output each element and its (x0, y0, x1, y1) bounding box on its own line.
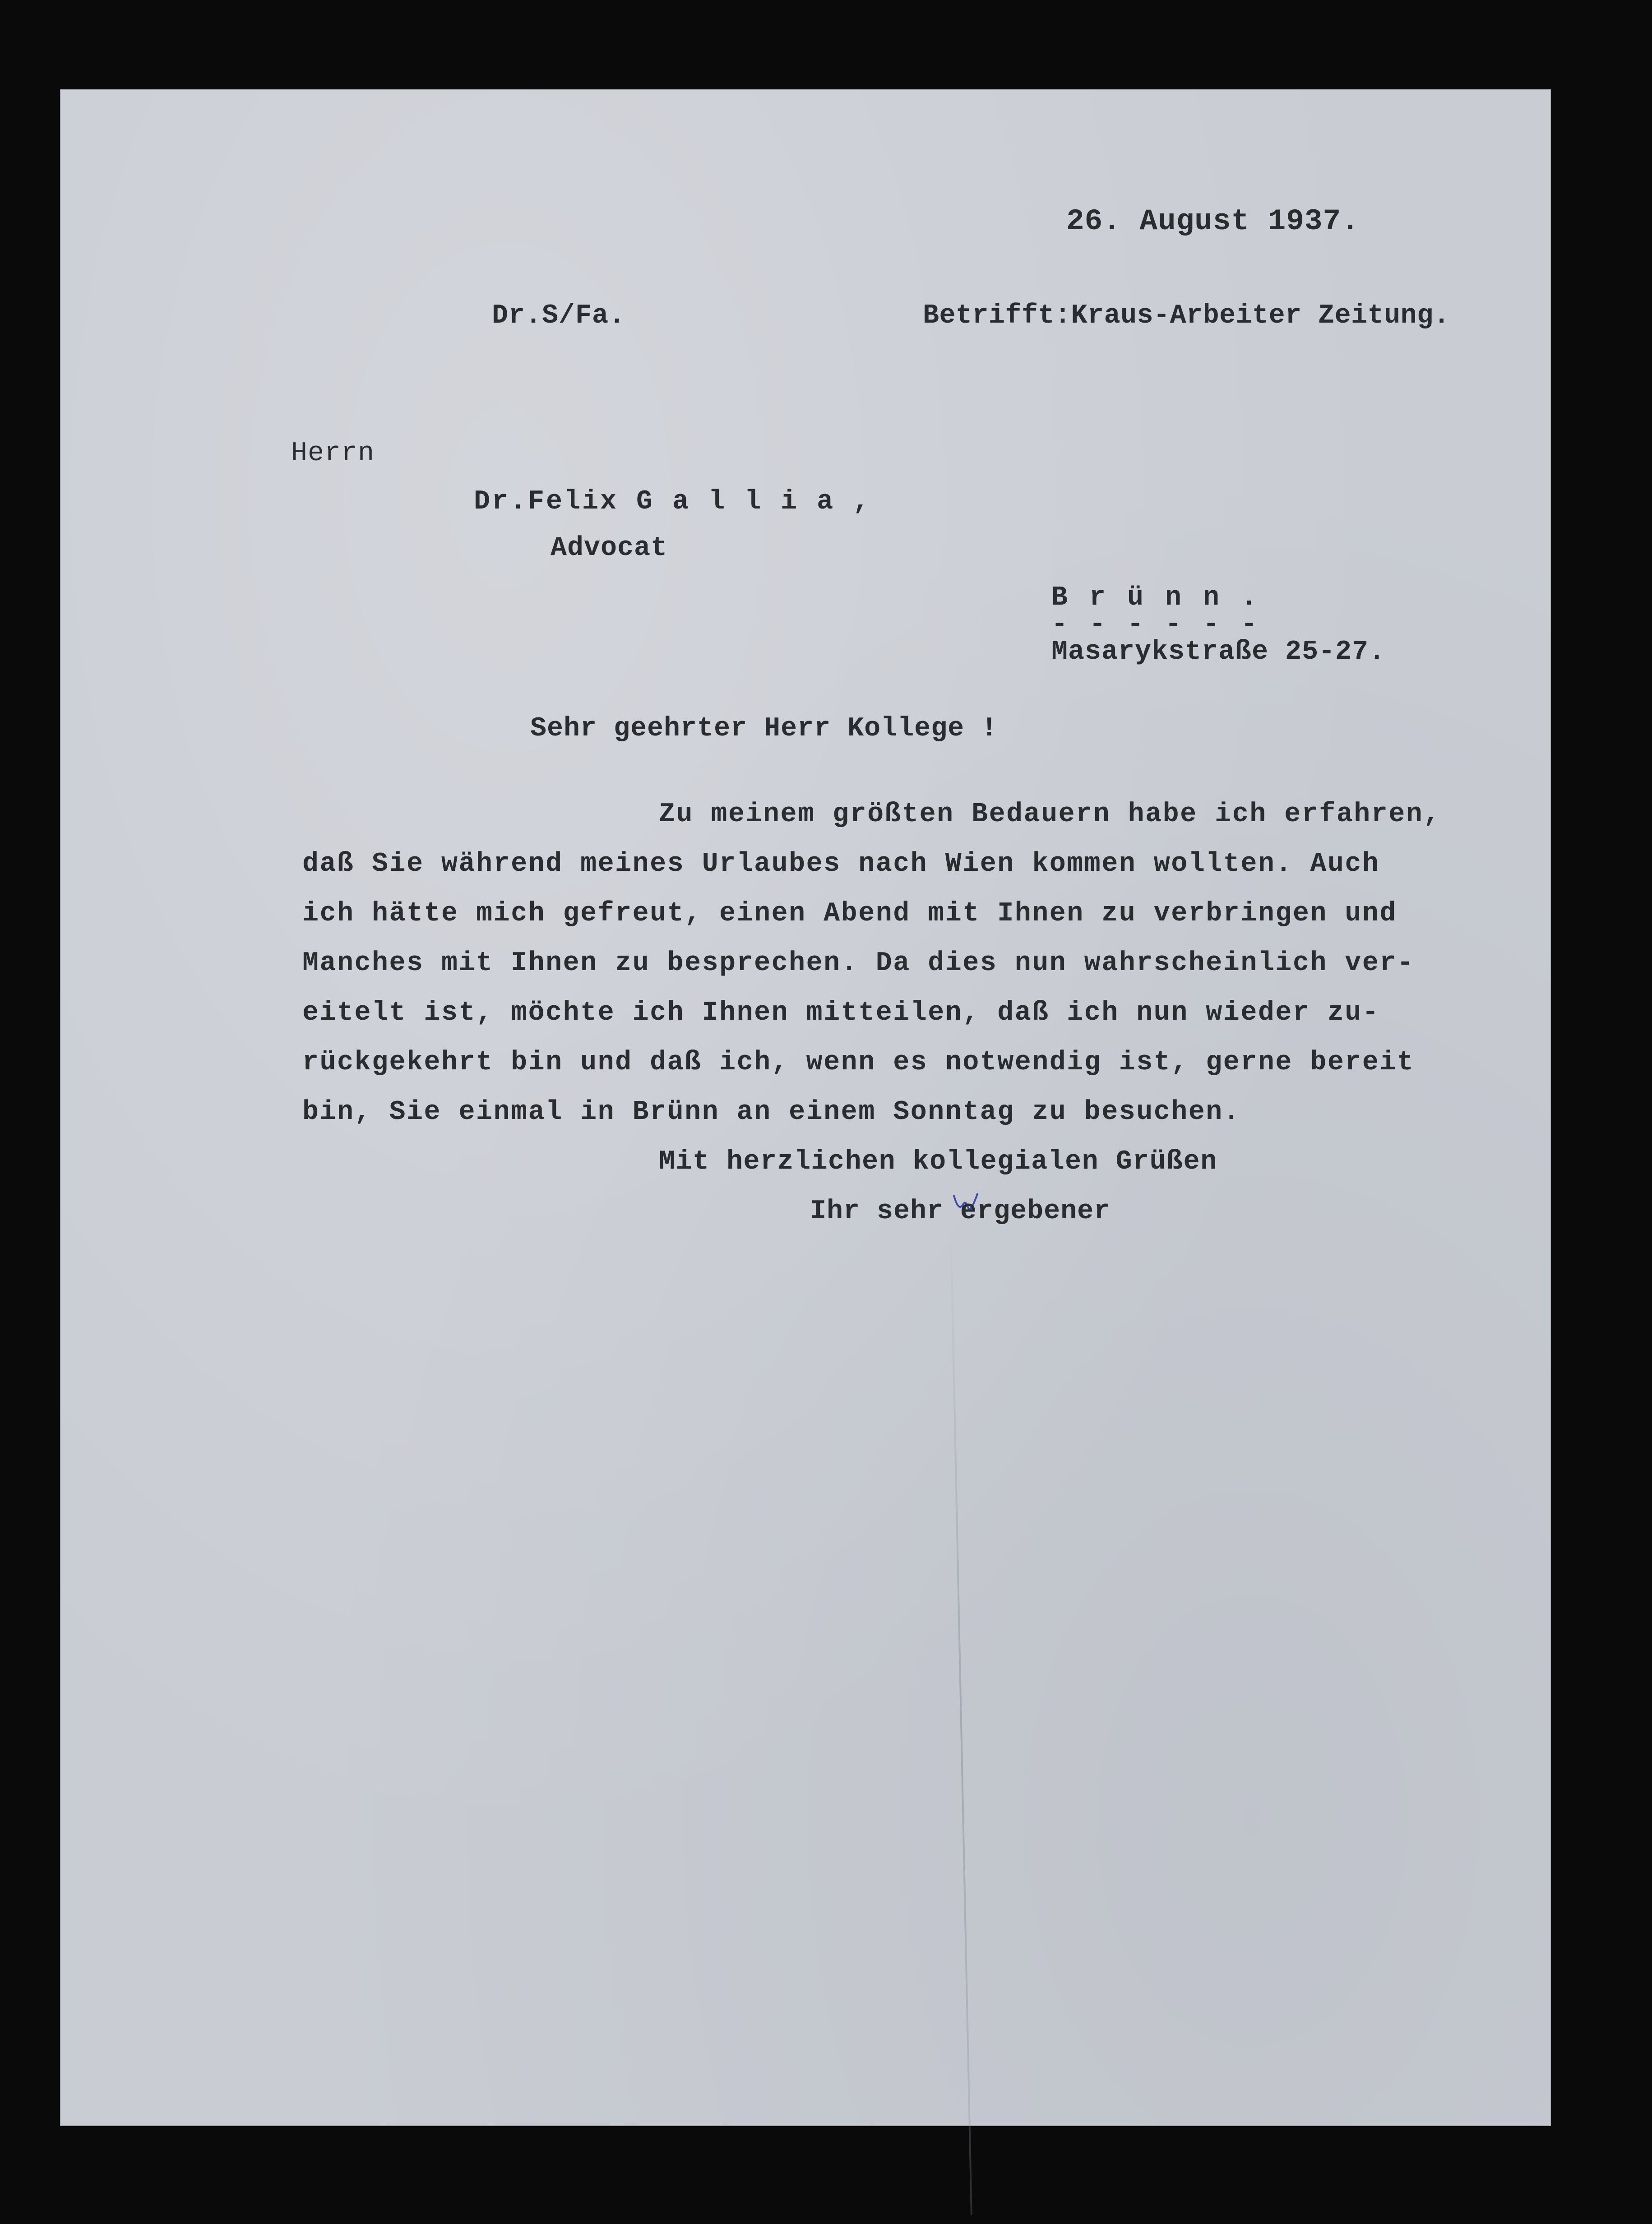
paper-fold-crease (950, 1227, 972, 2215)
body-line: daß Sie während meines Urlaubes nach Wien kommen wollten. Auch (302, 849, 1380, 879)
letter-date: 26. August 1937. (1066, 204, 1360, 238)
recipient-title: Advocat (551, 533, 668, 564)
subject-line: Betrifft:Kraus-Arbeiter Zeitung. (923, 301, 1450, 331)
body-line: bin, Sie einmal in Brünn an einem Sonntag zu besuchen. (302, 1097, 1241, 1128)
body-line: ich hätte mich gefreut, einen Abend mit Ihnen zu verbringen und (302, 898, 1397, 929)
body-line: Zu meinem größten Bedauern habe ich erfahren, (659, 799, 1441, 830)
recipient-street: Masarykstraße 25-27. (1051, 637, 1386, 667)
recipient-city-underline: - - - - - - (1051, 610, 1260, 640)
letter-closing-sign: Ihr sehr ergebener (810, 1196, 1111, 1227)
body-line: Manches mit Ihnen zu besprechen. Da dies nun wahrscheinlich ver- (302, 948, 1415, 979)
body-line: rückgekehrt bin und daß ich, wenn es notwendig ist, gerne bereit (302, 1047, 1415, 1078)
recipient-city: B r ü n n . (1051, 583, 1260, 613)
body-line: eitelt ist, möchte ich Ihnen mitteilen, daß ich nun wieder zu- (302, 998, 1380, 1028)
reference-code: Dr.S/Fa. (492, 301, 626, 331)
letter-closing: Mit herzlichen kollegialen Grüßen (659, 1147, 1217, 1177)
letter-greeting: Sehr geehrter Herr Kollege ! (530, 713, 998, 744)
recipient-salutation: Herrn (291, 438, 375, 469)
recipient-name: Dr.Felix G a l l i a , (474, 486, 871, 517)
letter-paper (61, 90, 1550, 2125)
